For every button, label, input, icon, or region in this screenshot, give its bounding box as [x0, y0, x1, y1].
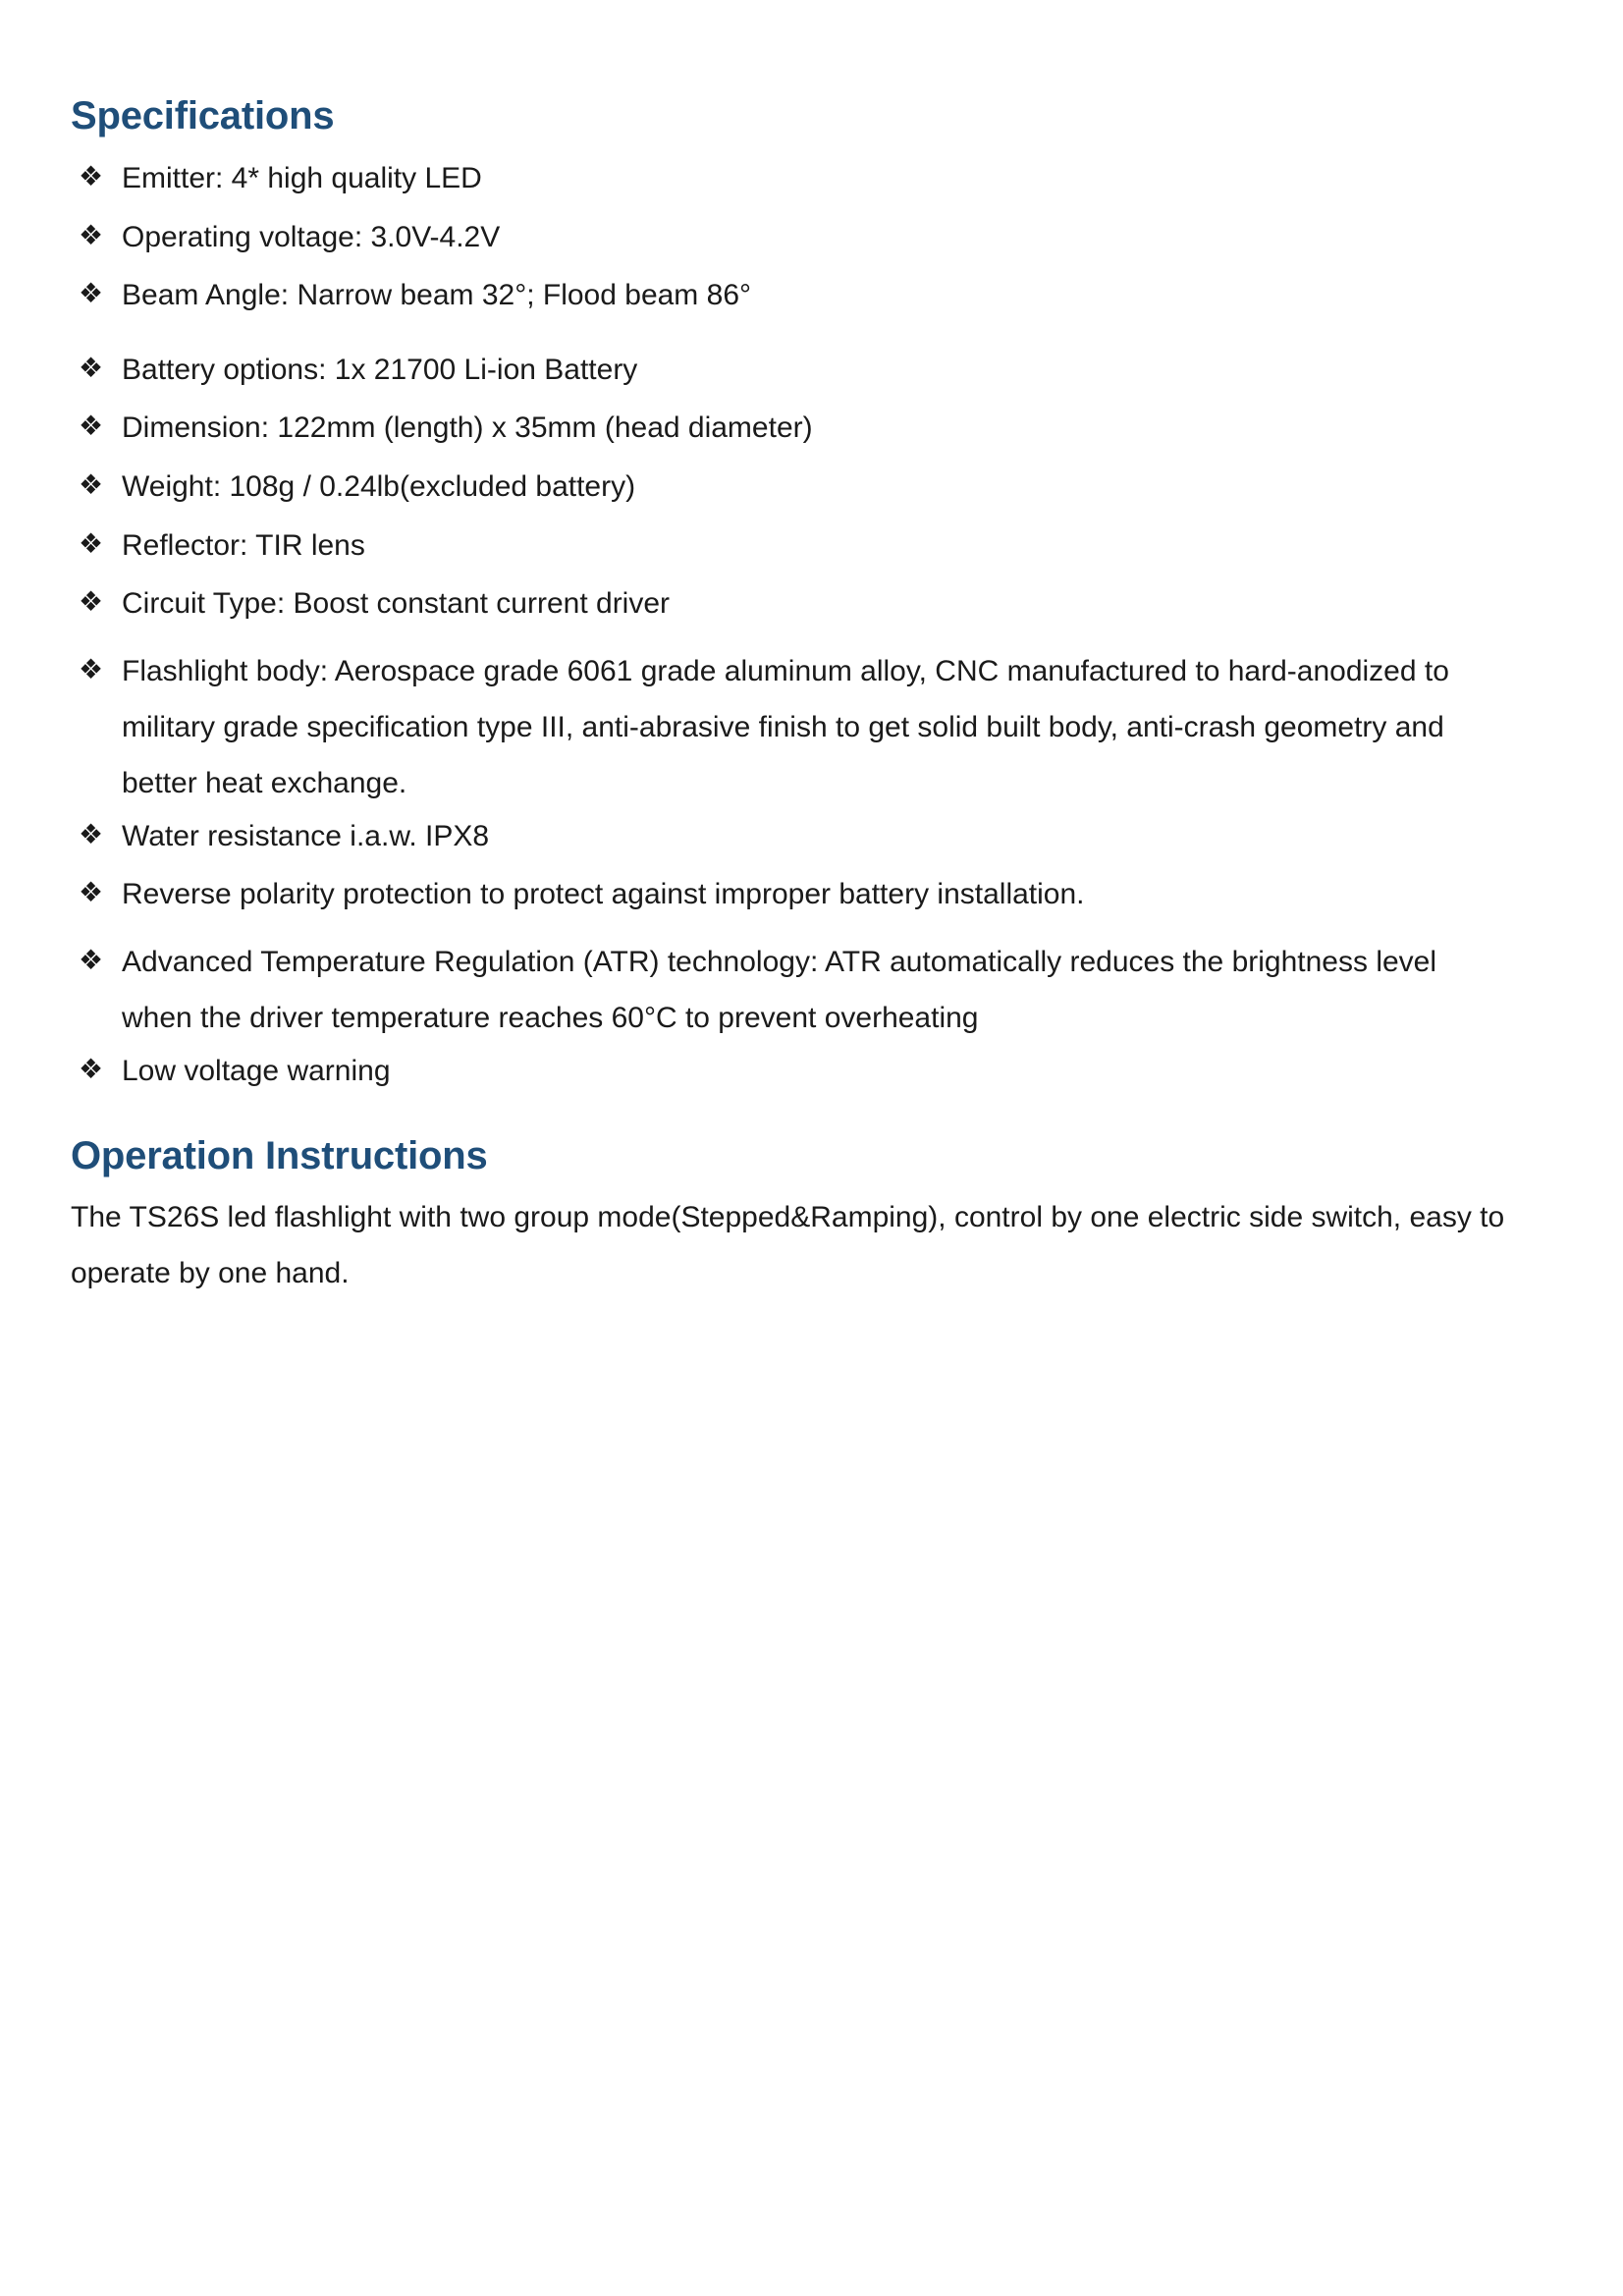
diamond-bullet-icon: ❖ — [79, 352, 104, 383]
list-item-text: Low voltage warning — [122, 1054, 391, 1087]
diamond-bullet-icon: ❖ — [79, 944, 104, 975]
list-item-text: Reverse polarity protection to protect against improper battery installation. — [122, 878, 1085, 911]
list-item-text: Water resistance i.a.w. IPX8 — [122, 819, 490, 852]
list-item-text: Circuit Type: Boost constant current driver — [122, 587, 671, 621]
list-item — [71, 875, 1505, 914]
list-item — [71, 817, 1505, 856]
list-item-text: Battery options: 1x 21700 Li-ion Battery — [122, 353, 638, 386]
operation-instructions-paragraph: The TS26S led flashlight with two group mode(Stepped&Ramping), control by one electric side switch, easy to operate by one hand. — [71, 1200, 1505, 1290]
list-item-text: Emitter: 4* high quality LED — [122, 162, 482, 194]
list-item-text: Weight: 108g / 0.24lb(excluded battery) — [122, 469, 636, 503]
list-item-text: Beam Angle: Narrow beam 32°; Flood beam 86° — [122, 279, 752, 312]
diamond-bullet-icon: ❖ — [79, 161, 104, 191]
list-item — [71, 159, 1505, 198]
specifications-heading: Specifications — [71, 94, 335, 137]
list-item — [71, 934, 1505, 1046]
list-item — [71, 526, 1505, 566]
list-item — [71, 643, 1505, 811]
diamond-bullet-icon: ❖ — [79, 278, 104, 309]
diamond-bullet-icon: ❖ — [79, 527, 104, 559]
list-item — [71, 351, 1505, 390]
specifications-list — [71, 159, 1505, 1091]
list-item — [71, 1052, 1505, 1091]
diamond-bullet-icon: ❖ — [79, 219, 104, 250]
diamond-bullet-icon: ❖ — [79, 818, 104, 849]
diamond-bullet-icon: ❖ — [79, 877, 104, 908]
list-item-text: Flashlight body: Aerospace grade 6061 grade aluminum alloy, CNC manufactured to hard-anodized to military grade specification type III, anti-abrasive finish to get solid built body, anti-crash geometry and better heat exchange. — [122, 654, 1449, 799]
list-item — [71, 584, 1505, 624]
list-item — [71, 409, 1505, 448]
list-item — [71, 276, 1505, 315]
list-item-text: Advanced Temperature Regulation (ATR) technology: ATR automatically reduces the brightness level when the driver temperature reaches 60°C to prevent overheating — [122, 945, 1437, 1034]
diamond-bullet-icon: ❖ — [79, 653, 104, 684]
operation-instructions-heading: Operation Instructions — [71, 1133, 488, 1177]
list-item-text: Dimension: 122mm (length) x 35mm (head diameter) — [122, 411, 813, 445]
list-item-text: Operating voltage: 3.0V-4.2V — [122, 220, 501, 253]
diamond-bullet-icon: ❖ — [79, 468, 104, 500]
diamond-bullet-icon: ❖ — [79, 1053, 104, 1084]
list-item — [71, 218, 1505, 257]
diamond-bullet-icon: ❖ — [79, 410, 104, 442]
diamond-bullet-icon: ❖ — [79, 586, 104, 618]
list-item-text: Reflector: TIR lens — [122, 528, 365, 562]
list-item — [71, 467, 1505, 507]
